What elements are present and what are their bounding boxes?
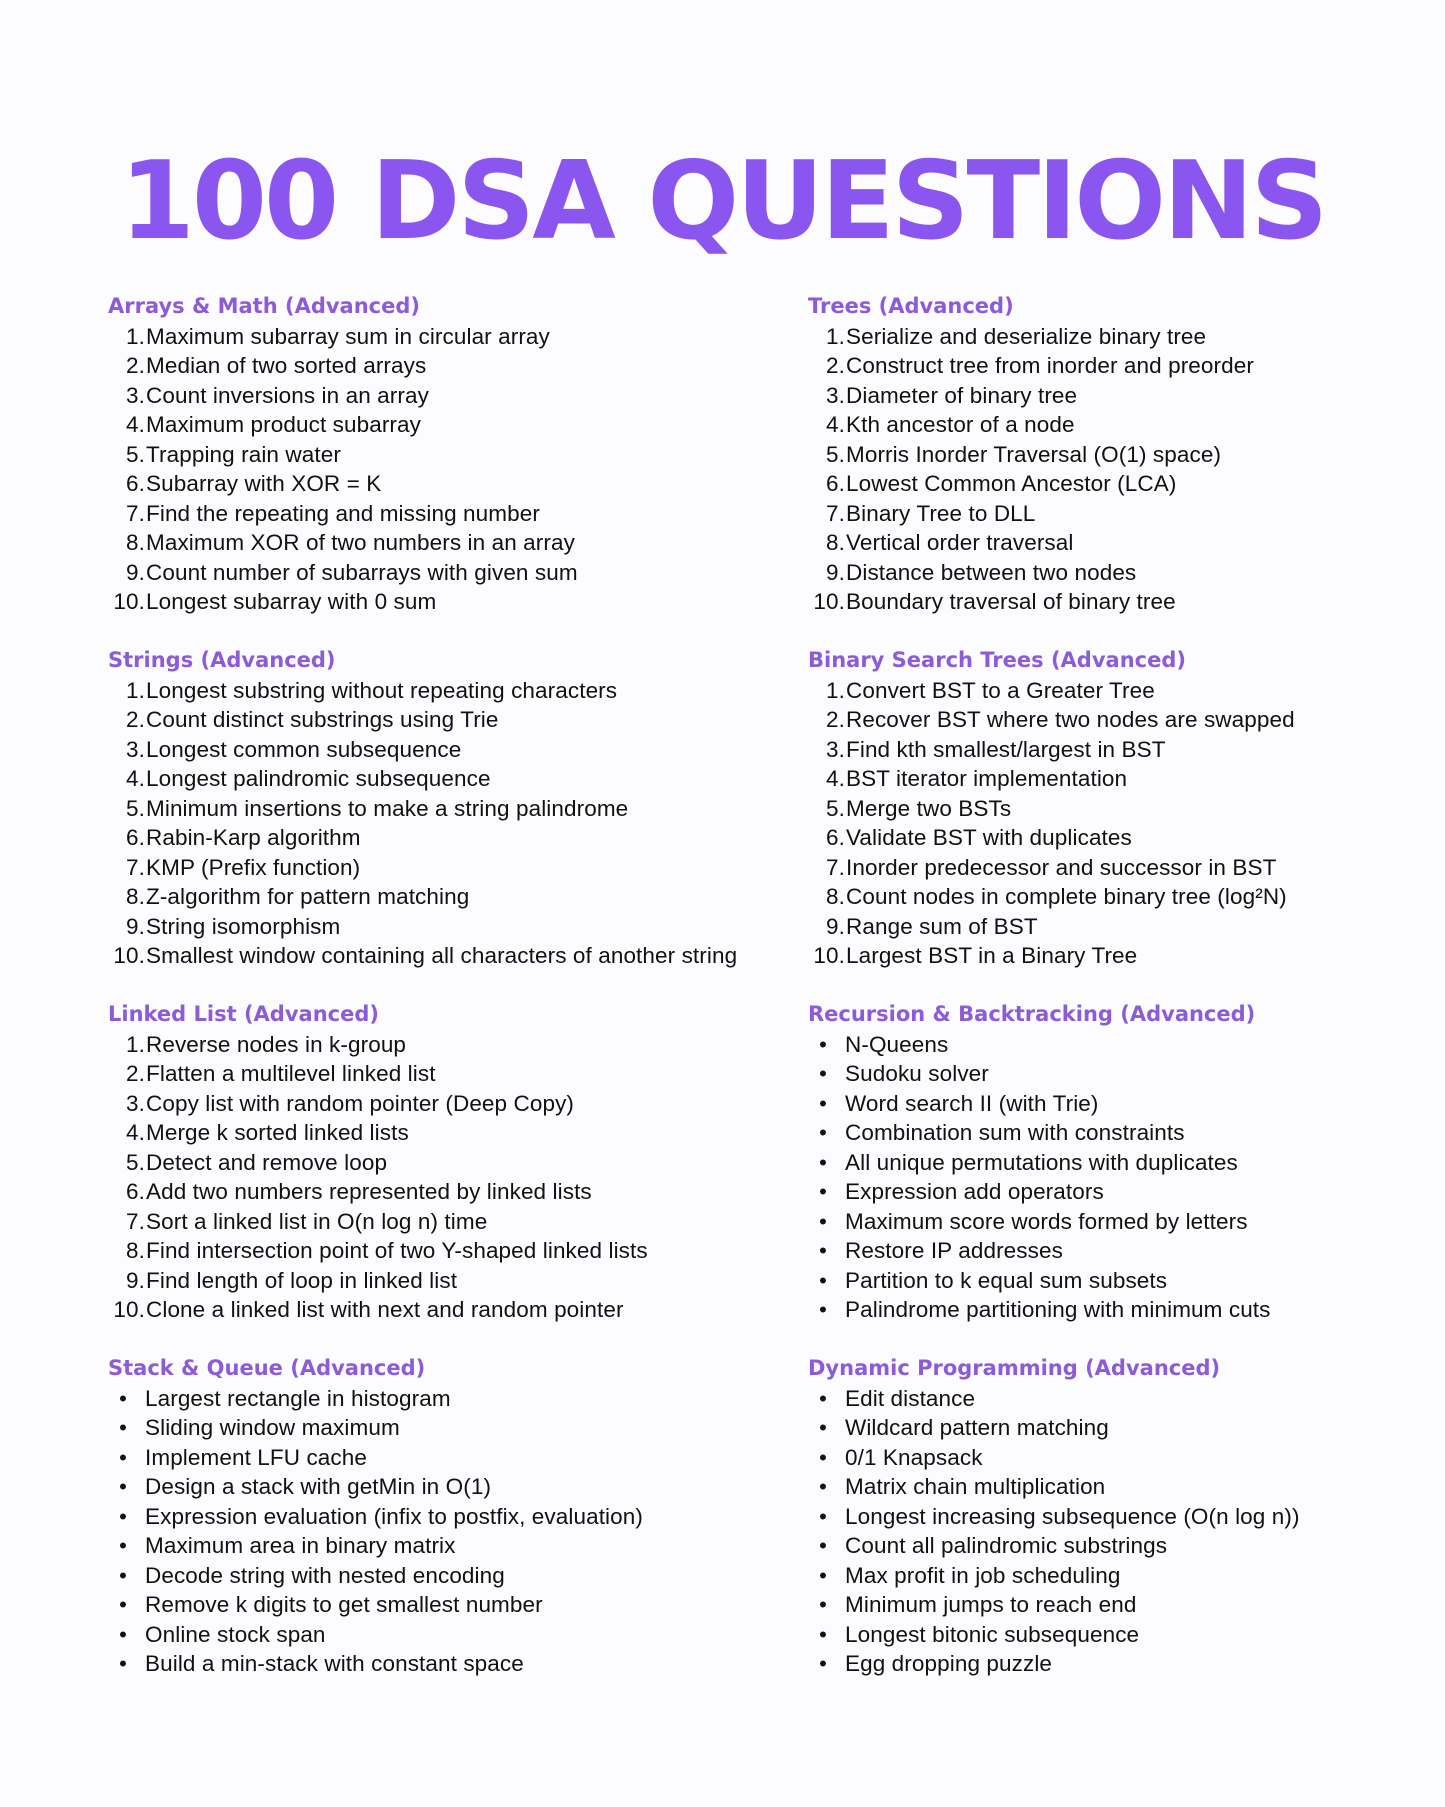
section-binary-search-trees-advanced (808, 644, 1408, 998)
list-item (108, 1591, 798, 1621)
item-number: 2. (826, 353, 845, 379)
item-text: Subarray with XOR = K (146, 471, 382, 497)
bullet-icon: • (819, 1120, 827, 1146)
item-number: 3. (826, 736, 845, 762)
list-item (808, 883, 1408, 913)
list-item (808, 1148, 1408, 1178)
list-item (108, 588, 798, 618)
section-heading: Binary Search Trees (Advanced) (808, 648, 1186, 672)
item-text: Range sum of BST (846, 913, 1038, 939)
item-number: 10. (813, 943, 845, 969)
item-number: 9. (826, 559, 845, 585)
list-item (108, 1620, 798, 1650)
item-text: KMP (Prefix function) (146, 854, 361, 880)
item-number: 8. (826, 530, 845, 556)
section-dynamic-programming-advanced (808, 1352, 1408, 1706)
list-item (808, 1502, 1408, 1532)
list-item (808, 529, 1408, 559)
item-text: Combination sum with constraints (845, 1120, 1185, 1146)
list-item (108, 558, 798, 588)
list-item (108, 322, 798, 352)
item-text: Minimum jumps to reach end (845, 1592, 1137, 1618)
item-number: 9. (126, 559, 145, 585)
item-number: 6. (126, 471, 145, 497)
list-item (108, 1296, 798, 1326)
item-number: 1. (826, 677, 845, 703)
list-item (808, 1443, 1408, 1473)
list-item (808, 411, 1408, 441)
list-item (108, 1060, 798, 1090)
bullet-icon: • (819, 1503, 827, 1529)
list-item (108, 1473, 798, 1503)
list-item (108, 794, 798, 824)
bullet-icon: • (119, 1415, 127, 1441)
list-item (808, 1178, 1408, 1208)
list-item (808, 440, 1408, 470)
list-item (108, 735, 798, 765)
list-item (108, 499, 798, 529)
item-number: 1. (826, 323, 845, 349)
list-item (108, 676, 798, 706)
bullet-icon: • (819, 1149, 827, 1175)
item-text: Maximum score words formed by letters (845, 1208, 1248, 1234)
item-number: 10. (113, 943, 145, 969)
item-number: 7. (826, 500, 845, 526)
item-text: Matrix chain multiplication (845, 1474, 1106, 1500)
list-item (808, 1030, 1408, 1060)
item-text: Detect and remove loop (146, 1149, 388, 1175)
item-number: 5. (126, 1149, 145, 1175)
list-item (808, 794, 1408, 824)
list-item (808, 765, 1408, 795)
item-text: Expression evaluation (infix to postfix, evaluation) (145, 1503, 643, 1529)
list-item (808, 588, 1408, 618)
item-text: Find the repeating and missing number (146, 500, 540, 526)
item-number: 1. (126, 1031, 145, 1057)
bullet-icon: • (819, 1415, 827, 1441)
list-item (108, 912, 798, 942)
item-number: 5. (126, 441, 145, 467)
list-item (108, 853, 798, 883)
item-text: Count number of subarrays with given sum (146, 559, 578, 585)
item-text: Restore IP addresses (845, 1238, 1063, 1264)
item-text: Trapping rain water (146, 441, 341, 467)
item-number: 3. (826, 382, 845, 408)
item-number: 2. (126, 1061, 145, 1087)
item-text: Rabin-Karp algorithm (146, 825, 361, 851)
item-text: Kth ancestor of a node (846, 412, 1075, 438)
item-number: 5. (826, 795, 845, 821)
item-number: 3. (126, 1090, 145, 1116)
item-text: Wildcard pattern matching (845, 1415, 1109, 1441)
bullet-icon: • (119, 1562, 127, 1588)
list-item (808, 1237, 1408, 1267)
item-number: 5. (826, 441, 845, 467)
item-number: 4. (126, 1120, 145, 1146)
item-text: Z-algorithm for pattern matching (146, 884, 470, 910)
bullet-icon: • (819, 1444, 827, 1470)
list-item (808, 1473, 1408, 1503)
list-item (808, 1266, 1408, 1296)
item-number: 4. (826, 412, 845, 438)
section-strings-advanced (108, 644, 798, 998)
list-item (108, 411, 798, 441)
list-item (808, 470, 1408, 500)
section-heading: Trees (Advanced) (808, 294, 1014, 318)
item-number: 8. (126, 884, 145, 910)
item-text: Find kth smallest/largest in BST (846, 736, 1166, 762)
item-text: Median of two sorted arrays (146, 353, 427, 379)
section-recursion-backtracking-advanced (808, 998, 1408, 1352)
list-item (108, 765, 798, 795)
item-number: 7. (126, 1208, 145, 1234)
bullet-icon: • (819, 1562, 827, 1588)
list-item (108, 1089, 798, 1119)
item-text: Maximum subarray sum in circular array (146, 323, 550, 349)
bullet-icon: • (119, 1444, 127, 1470)
section-heading: Strings (Advanced) (108, 648, 336, 672)
list-item (108, 1148, 798, 1178)
section-heading: Linked List (Advanced) (108, 1002, 379, 1026)
list-item (808, 824, 1408, 854)
item-text: Maximum product subarray (146, 412, 421, 438)
bullet-icon: • (119, 1385, 127, 1411)
section-heading: Stack & Queue (Advanced) (108, 1356, 426, 1380)
item-text: Copy list with random pointer (Deep Copy) (146, 1090, 575, 1116)
item-text: Recover BST where two nodes are swapped (846, 707, 1295, 733)
list-item (108, 1119, 798, 1149)
list-item (108, 942, 798, 972)
list-item (808, 1591, 1408, 1621)
list-item (808, 352, 1408, 382)
item-text: Find intersection point of two Y-shaped linked lists (146, 1238, 648, 1264)
item-number: 3. (126, 382, 145, 408)
item-text: Merge two BSTs (846, 795, 1012, 821)
section-heading: Dynamic Programming (Advanced) (808, 1356, 1221, 1380)
bullet-icon: • (819, 1651, 827, 1677)
item-number: 4. (126, 766, 145, 792)
section-heading: Arrays & Math (Advanced) (108, 294, 420, 318)
list-item (808, 1384, 1408, 1414)
list-item (808, 853, 1408, 883)
item-number: 9. (126, 1267, 145, 1293)
bullet-icon: • (119, 1533, 127, 1559)
item-text: Remove k digits to get smallest number (145, 1592, 543, 1618)
bullet-icon: • (819, 1061, 827, 1087)
list-item (108, 352, 798, 382)
list-item (808, 1414, 1408, 1444)
item-text: Longest common subsequence (146, 736, 462, 762)
item-number: 1. (126, 323, 145, 349)
list-item (808, 1532, 1408, 1562)
section-heading: Recursion & Backtracking (Advanced) (808, 1002, 1256, 1026)
item-text: Sliding window maximum (145, 1415, 400, 1441)
item-text: Longest palindromic subsequence (146, 766, 491, 792)
bullet-icon: • (819, 1208, 827, 1234)
item-text: Serialize and deserialize binary tree (846, 323, 1207, 349)
bullet-icon: • (819, 1179, 827, 1205)
item-number: 6. (126, 825, 145, 851)
left-column (108, 290, 798, 1706)
section-trees-advanced (808, 290, 1408, 644)
item-text: Merge k sorted linked lists (146, 1120, 409, 1146)
bullet-icon: • (119, 1474, 127, 1500)
item-text: Count inversions in an array (146, 382, 429, 408)
list-item (108, 1532, 798, 1562)
bullet-icon: • (819, 1533, 827, 1559)
list-item (108, 706, 798, 736)
list-item (108, 1414, 798, 1444)
item-text: All unique permutations with duplicates (845, 1149, 1238, 1175)
item-number: 8. (126, 530, 145, 556)
item-text: Longest increasing subsequence (O(n log n)) (845, 1503, 1300, 1529)
list-item (108, 1178, 798, 1208)
list-item (808, 322, 1408, 352)
list-item (808, 1620, 1408, 1650)
item-number: 2. (126, 707, 145, 733)
bullet-icon: • (819, 1621, 827, 1647)
item-number: 1. (126, 677, 145, 703)
item-number: 4. (126, 412, 145, 438)
list-item (108, 1266, 798, 1296)
item-text: Morris Inorder Traversal (O(1) space) (846, 441, 1222, 467)
list-item (108, 1207, 798, 1237)
item-number: 2. (126, 353, 145, 379)
list-item (108, 883, 798, 913)
item-text: Binary Tree to DLL (846, 500, 1036, 526)
item-text: Edit distance (845, 1385, 976, 1411)
item-text: Longest subarray with 0 sum (146, 589, 437, 615)
page-title: 100 DSA QUESTIONS (119, 139, 1326, 264)
item-text: Vertical order traversal (846, 530, 1074, 556)
section-linked-list-advanced (108, 998, 798, 1352)
list-item (108, 529, 798, 559)
list-item (808, 1207, 1408, 1237)
list-item (108, 824, 798, 854)
item-text: Lowest Common Ancestor (LCA) (846, 471, 1177, 497)
right-column (808, 290, 1408, 1706)
item-number: 2. (826, 707, 845, 733)
item-text: Longest bitonic subsequence (845, 1621, 1140, 1647)
list-item (808, 912, 1408, 942)
item-text: Validate BST with duplicates (846, 825, 1132, 851)
item-text: Maximum XOR of two numbers in an array (146, 530, 575, 556)
list-item (108, 1443, 798, 1473)
section-arrays-math-advanced (108, 290, 798, 644)
item-text: Convert BST to a Greater Tree (846, 677, 1155, 703)
item-text: N-Queens (845, 1031, 949, 1057)
bullet-icon: • (819, 1090, 827, 1116)
list-item (808, 1561, 1408, 1591)
item-text: Minimum insertions to make a string palindrome (146, 795, 629, 821)
item-text: Online stock span (145, 1621, 326, 1647)
item-text: Flatten a multilevel linked list (146, 1061, 436, 1087)
bullet-icon: • (819, 1267, 827, 1293)
list-item (808, 499, 1408, 529)
bullet-icon: • (119, 1651, 127, 1677)
item-text: Sort a linked list in O(n log n) time (146, 1208, 488, 1234)
list-item (108, 1237, 798, 1267)
item-number: 10. (813, 589, 845, 615)
list-item (808, 1650, 1408, 1680)
item-text: Reverse nodes in k-group (146, 1031, 407, 1057)
item-text: Decode string with nested encoding (145, 1562, 505, 1588)
item-text: Find length of loop in linked list (146, 1267, 458, 1293)
list-item (808, 381, 1408, 411)
list-item (808, 1089, 1408, 1119)
item-text: Max profit in job scheduling (845, 1562, 1121, 1588)
bullet-icon: • (119, 1592, 127, 1618)
item-text: Sudoku solver (845, 1061, 989, 1087)
list-item (108, 440, 798, 470)
item-number: 7. (126, 500, 145, 526)
item-number: 5. (126, 795, 145, 821)
list-item (808, 1119, 1408, 1149)
item-text: Expression add operators (845, 1179, 1104, 1205)
item-text: Egg dropping puzzle (845, 1651, 1053, 1677)
item-text: Construct tree from inorder and preorder (846, 353, 1254, 379)
item-number: 9. (126, 913, 145, 939)
list-item (108, 470, 798, 500)
item-number: 7. (826, 854, 845, 880)
item-text: Count all palindromic substrings (845, 1533, 1168, 1559)
bullet-icon: • (819, 1592, 827, 1618)
bullet-icon: • (119, 1621, 127, 1647)
item-text: Inorder predecessor and successor in BST (846, 854, 1277, 880)
item-text: Smallest window containing all characters of another string (146, 943, 738, 969)
item-number: 10. (113, 589, 145, 615)
item-text: Design a stack with getMin in O(1) (145, 1474, 492, 1500)
list-item (108, 381, 798, 411)
item-text: Distance between two nodes (846, 559, 1137, 585)
item-number: 6. (826, 825, 845, 851)
item-number: 4. (826, 766, 845, 792)
bullet-icon: • (819, 1031, 827, 1057)
item-number: 9. (826, 913, 845, 939)
item-text: Count distinct substrings using Trie (146, 707, 499, 733)
bullet-icon: • (819, 1297, 827, 1323)
item-text: Partition to k equal sum subsets (845, 1267, 1168, 1293)
bullet-icon: • (819, 1474, 827, 1500)
list-item (108, 1561, 798, 1591)
list-item (108, 1030, 798, 1060)
item-text: Largest rectangle in histogram (145, 1385, 451, 1411)
item-number: 6. (826, 471, 845, 497)
item-number: 6. (126, 1179, 145, 1205)
item-text: String isomorphism (146, 913, 341, 939)
list-item (808, 676, 1408, 706)
item-number: 8. (126, 1238, 145, 1264)
bullet-icon: • (119, 1503, 127, 1529)
list-item (108, 1384, 798, 1414)
list-item (808, 942, 1408, 972)
list-item (808, 1060, 1408, 1090)
item-text: Diameter of binary tree (846, 382, 1078, 408)
item-text: Largest BST in a Binary Tree (846, 943, 1138, 969)
list-item (808, 1296, 1408, 1326)
item-text: Palindrome partitioning with minimum cuts (845, 1297, 1271, 1323)
list-item (808, 558, 1408, 588)
item-text: 0/1 Knapsack (845, 1444, 983, 1470)
list-item (108, 1502, 798, 1532)
item-text: Clone a linked list with next and random pointer (146, 1297, 624, 1323)
section-stack-queue-advanced (108, 1352, 798, 1706)
item-text: BST iterator implementation (846, 766, 1128, 792)
item-number: 3. (126, 736, 145, 762)
bullet-icon: • (819, 1385, 827, 1411)
item-number: 8. (826, 884, 845, 910)
item-text: Word search II (with Trie) (845, 1090, 1099, 1116)
item-number: 7. (126, 854, 145, 880)
item-text: Maximum area in binary matrix (145, 1533, 456, 1559)
list-item (808, 706, 1408, 736)
bullet-icon: • (819, 1238, 827, 1264)
item-number: 10. (113, 1297, 145, 1323)
item-text: Count nodes in complete binary tree (log²N) (846, 884, 1287, 910)
list-item (808, 735, 1408, 765)
item-text: Add two numbers represented by linked lists (146, 1179, 592, 1205)
list-item (108, 1650, 798, 1680)
item-text: Longest substring without repeating characters (146, 677, 618, 703)
item-text: Build a min-stack with constant space (145, 1651, 524, 1677)
item-text: Implement LFU cache (145, 1444, 367, 1470)
item-text: Boundary traversal of binary tree (846, 589, 1176, 615)
